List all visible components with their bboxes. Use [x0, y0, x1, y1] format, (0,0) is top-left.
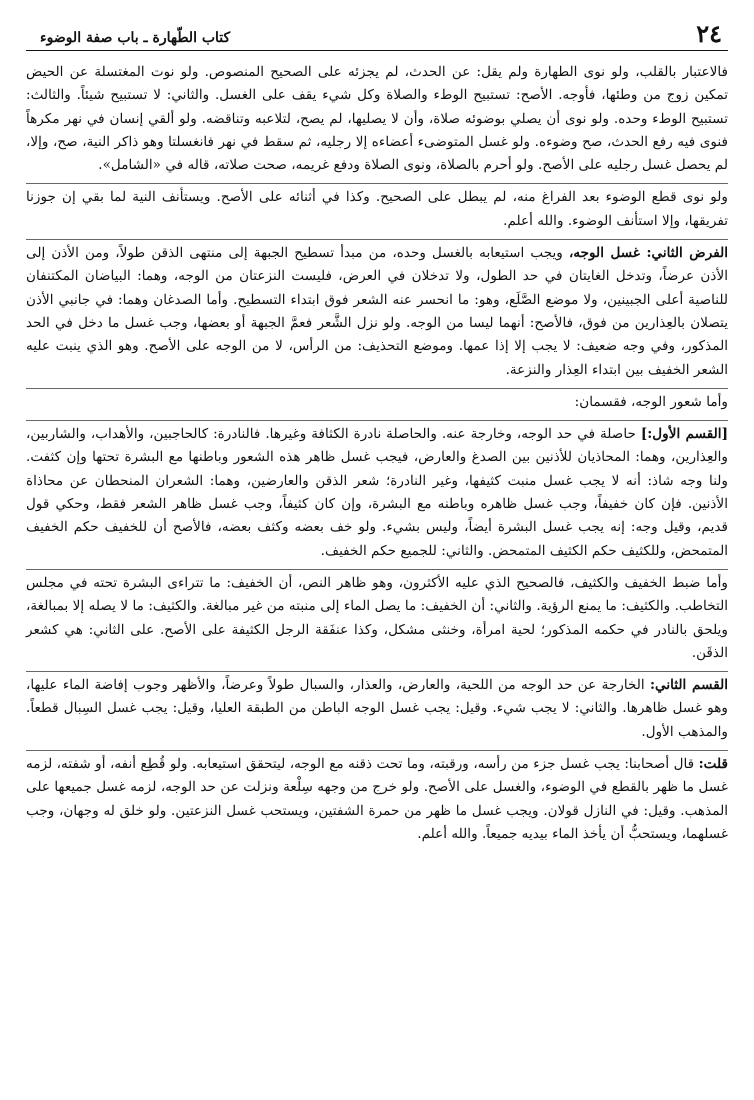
page-number: ٢٤	[696, 19, 722, 48]
page-header	[26, 19, 728, 51]
divider	[26, 750, 728, 751]
running-head: كتاب الطّهارة ـ باب صفة الوضوء	[40, 30, 231, 46]
paragraph-intention	[26, 61, 728, 177]
paragraph-text: وأما شعور الوجه، فقسمان:	[574, 393, 728, 410]
paragraph-lead: قلت:	[698, 756, 728, 773]
paragraph-text: وأما ضبط الخفيف والكثيف، فالصحيح الذي عليه الأكثرون، وهو ظاهر النص، أن الخفيف: ما تتراءى البشرة تحته في مجلس التخاطب. والكثيف: ما يمنع الرؤية. والثاني: أن الخفيف: ما يصل الماء إلى منبته من غير مبالغة. والكثيف: ما لا يصله إلا بمبالغة، ويلحق بالنادر في حكمه المذكور؛ لحية امرأة، وخنثى مشكل، وكذا عنفَقة الرجل الكثيفة على الأصح. على الثاني: هي كشعر الذقَن.	[26, 574, 728, 661]
paragraph-text: حاصلة في حد الوجه، وخارجة عنه. والحاصلة نادرة الكثافة وغيرها. فالنادرة: كالحاجبين، والأهداب، والشاربين، والعِذارين، وهما: المحاذيان للأذنين بين الصدغ والعارض، فيجب غسل ظاهر هذه الشعور وباطنها مع البشرة تحتها وإن كثفت. ولنا وجه شاذ: أنه لا يجب غسل منبت كثيفها، وغير النادرة؛ شعر الذقن والعارضين، وهما: الشعران المنحطان عن محاذاة الأذنين. فإن كان خفيفاً، وجب غسل ظاهره وباطنه مع البشرة، وإن كان كثيفاً، وجب غسل ظاهر الشعر فقط، وحكي قول قديم، وقيل وجه: إنه يجب غسل البشرة أيضاً، وليس بشيء. ولو خف بعضه وكثف بعضه، فالأصح أن للخفيف حكم الخفيف المتمحض، وللكثيف حكم الكثيف المتمحض. والثاني: للجميع حكم الخفيف.	[26, 426, 728, 559]
divider	[26, 420, 728, 421]
divider	[26, 239, 728, 240]
paragraph-author-note	[26, 753, 728, 846]
paragraph-lead: الفرض الثاني: غسل الوجه،	[568, 245, 729, 262]
paragraph-text: فالاعتبار بالقلب، ولو نوى الطهارة ولم يقل: عن الحدث، لم يجزئه على الصحيح المنصوص. ولو نوت المغتسلة عن الحيض تمكين زوج من وطئها، فأوجه. الأصح: تستبيح الوطء والصلاة وكل شيء يقف على الغسل. والثاني: لا تستبيح شيئاً. والثالث: تستبيح الوطء وحده. ولو نوى أن يصلي بوضوئه صلاة، وأن لا يصليها، لم يصح، لتلاعبه وتناقضه. ولو ألقي إنسان في نهر مكرهاً فنوى فيه رفع الحدث، صح وضوءه. ولو غسل المتوضىء أعضاءه إلا رجليه، ثم سقط في نهر فانغسلتا وهو ذاكر النية، صح، وإلا، لم يحصل غسل رجليه على الأصح. ولو أحرم بالصلاة، ونوى الصلاة ودفع غريمه، صحت صلاته، قاله في «الشامل».	[26, 64, 728, 174]
paragraph-text: قال أصحابنا: يجب غسل جزء من رأسه، ورقبته، وما تحت ذقنه مع الوجه، ليتحقق استيعابه. ولو قُطِع أنفه، أو شفته، لزمه غسل ما ظهر بالقطع في الوضوء، والغسل على الأصح. ولو خرج من وجهه سِلْعة ونزلت عن حد الوجه، لزمه غسل جميعها على المذهب. وقيل: في النازل قولان. ويجب غسل ما ظهر من حمرة الشفتين، ويستحب غسل النزعتين. ولو خلق له وجهان، وجب غسلهما، ويستحبُّ أن يأخذ الماء بيديه جميعاً. والله أعلم.	[26, 756, 728, 842]
paragraph-thin-thick	[26, 572, 728, 665]
divider	[26, 183, 728, 184]
divider	[26, 569, 728, 570]
paragraph-text: الخارجة عن حد الوجه من اللحية، والعارض، والعذار، والسبال طولاً وعرضاً، والأظهر وجوب إفاضة الماء عليها، وهو غسل ظاهرها. والثاني: لا يجب شيء. وقيل: يجب غسل الوجه الباطن من الطبقة العليا، وقيل: يجب غسل السِبال قطعاً. والمذهب الأول.	[26, 677, 728, 740]
paragraph-lead: القسم الثاني:	[650, 677, 728, 694]
paragraph-face-hair	[26, 391, 728, 414]
paragraph-first-section	[26, 423, 728, 563]
paragraph-second-section	[26, 674, 728, 744]
paragraph-text: ويجب استيعابه بالغسل وحده، من مبدأ تسطيح الجبهة إلى منتهى الذقن طولاً، ومن الأذن إلى الأذن عرضاً، وتدخل الغايتان في حد الطول، ولا تدخلان في العرض، فليست النزعتان من الوجه، وهما: البياضان المكتنفان للناصية أعلى الجبينين، ولا موضع الصَّلَع، وهو: ما انحسر عنه الشعر فوق ابتداء التسطيح. وأما الصدغان وهما: في جانبي الأذن يتصلان بالعِذارين من فوق، فالأصح: أنهما ليسا من الوجه. ولو نزل الشَّعر فعمَّ الجبهة أو بعضها، وجب غسل ما دخل في الحد المذكور، وفي وجه ضعيف: لا يجب إلا إذا عمها. وموضع التحذيف: من الرأس، لا من الوجه على الأصح. وهو الذي ينبت عليه الشعر الخفيف بين ابتداء العِذار والنزعة.	[26, 245, 728, 378]
paragraph-cutting-wudu	[26, 186, 728, 233]
divider	[26, 388, 728, 389]
paragraph-text: ولو نوى قطع الوضوء بعد الفراغ منه، لم يبطل على الصحيح. وكذا في أثنائه على الأصح. ويستأنف النية لما بقي إن جوزنا تفريقها، وإلا استأنف الوضوء. والله أعلم.	[26, 189, 728, 229]
paragraph-lead: [القسم الأول:]	[640, 426, 729, 443]
divider	[26, 671, 728, 672]
paragraph-second-obligation	[26, 242, 728, 382]
